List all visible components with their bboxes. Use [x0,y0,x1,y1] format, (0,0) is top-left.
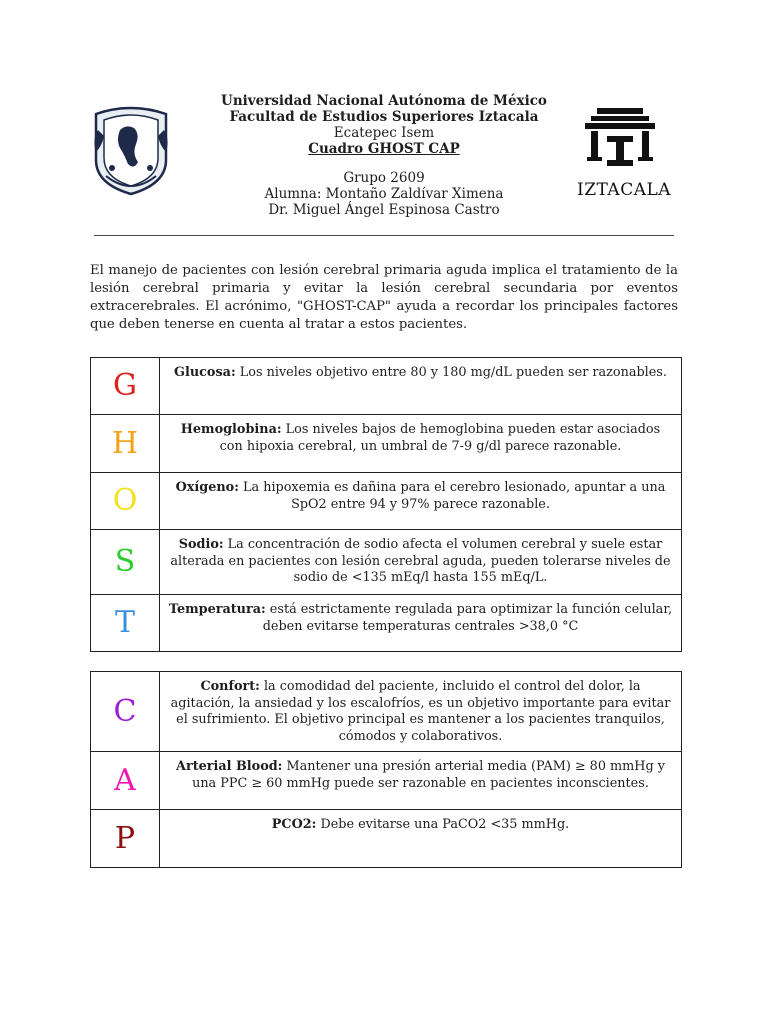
acronym-description [160,530,682,595]
teacher-name: Dr. Miguel Ángel Espinosa Castro [268,202,500,218]
acronym-description [160,358,682,415]
acronym-term: Glucosa: [174,365,236,380]
acronym-text: Debe evitarse una PaCO2 <35 mmHg. [316,817,570,832]
document-title: Cuadro GHOST CAP [308,141,460,157]
acronym-letter: G [91,358,160,415]
acronym-letter: O [91,473,160,530]
acronym-description [160,810,682,868]
acronym-text: La hipoxemia es dañina para el cerebro lesionado, apuntar a una SpO2 entre 94 y 97% parece razonable. [238,480,666,512]
student-name: Alumna: Montaño Zaldívar Ximena [264,186,504,202]
campus-name: Ecatepec Isem [333,125,435,141]
header-divider [94,235,674,236]
document-header [0,93,768,218]
acronym-description [160,672,682,752]
acronym-letter: P [91,810,160,868]
acronym-row [91,530,682,595]
acronym-text: La concentración de sodio afecta el volumen cerebral y suele estar alterada en pacientes con lesión cerebral aguda, pueden tolerarse niveles de sodio de <135 mEq/l hasta 155 mEq/L. [170,537,671,585]
acronym-description [160,473,682,530]
acronym-letter: H [91,415,160,473]
acronym-row [91,672,682,752]
university-name: Universidad Nacional Autónoma de México [221,93,547,109]
acronym-text: Los niveles bajos de hemoglobina pueden estar asociados con hipoxia cerebral, un umbral de 7-9 g/dl parece razonable. [219,422,661,454]
acronym-letter: T [91,595,160,652]
intro-paragraph: El manejo de pacientes con lesión cerebral primaria aguda implica el tratamiento de la lesión cerebral primaria y evitar la lesión cerebral secundaria por eventos extracerebrales. El acrónimo, "GHOST-CAP" ayuda a recordar los principales factores que deben tenerse en cuenta al tratar a estos pacientes. [90,263,678,332]
cap-table [90,671,682,868]
acronym-row [91,752,682,810]
iztacala-logo-text: IZTACALA [577,180,672,200]
acronym-term: PCO2: [271,817,317,832]
acronym-term: Confort: [200,679,260,694]
acronym-text: está estrictamente regulada para optimizar la función celular, deben evitarse temperaturas centrales >38,0 °C [262,602,673,634]
acronym-term: Temperatura: [168,602,266,617]
faculty-name: Facultad de Estudios Superiores Iztacala [229,109,539,125]
acronym-term: Oxígeno: [175,480,239,495]
acronym-text: Mantener una presión arterial media (PAM) ≥ 80 mmHg y una PPC ≥ 60 mmHg puede ser razonable en pacientes inconscientes. [192,759,665,791]
acronym-letter: S [91,530,160,595]
acronym-letter: A [91,752,160,810]
acronym-row [91,415,682,473]
acronym-row [91,473,682,530]
ghost-table [90,357,682,652]
acronym-row [91,810,682,868]
group-label: Grupo 2609 [343,170,425,186]
acronym-description [160,415,682,473]
acronym-text: la comodidad del paciente, incluido el control del dolor, la agitación, la ansiedad y los escalofríos, es un objetivo importante para evitar el sufrimiento. El objetivo principal es mantener a los pacientes tranquilos, cómodos y colaborativos. [170,679,671,744]
acronym-term: Arterial Blood: [176,759,283,774]
acronym-description [160,595,682,652]
acronym-description [160,752,682,810]
acronym-letter: C [91,672,160,752]
acronym-text: Los niveles objetivo entre 80 y 180 mg/dL pueden ser razonables. [235,365,667,380]
acronym-row [91,595,682,652]
acronym-row [91,358,682,415]
acronym-term: Sodio: [178,537,224,552]
acronym-term: Hemoglobina: [180,422,282,437]
